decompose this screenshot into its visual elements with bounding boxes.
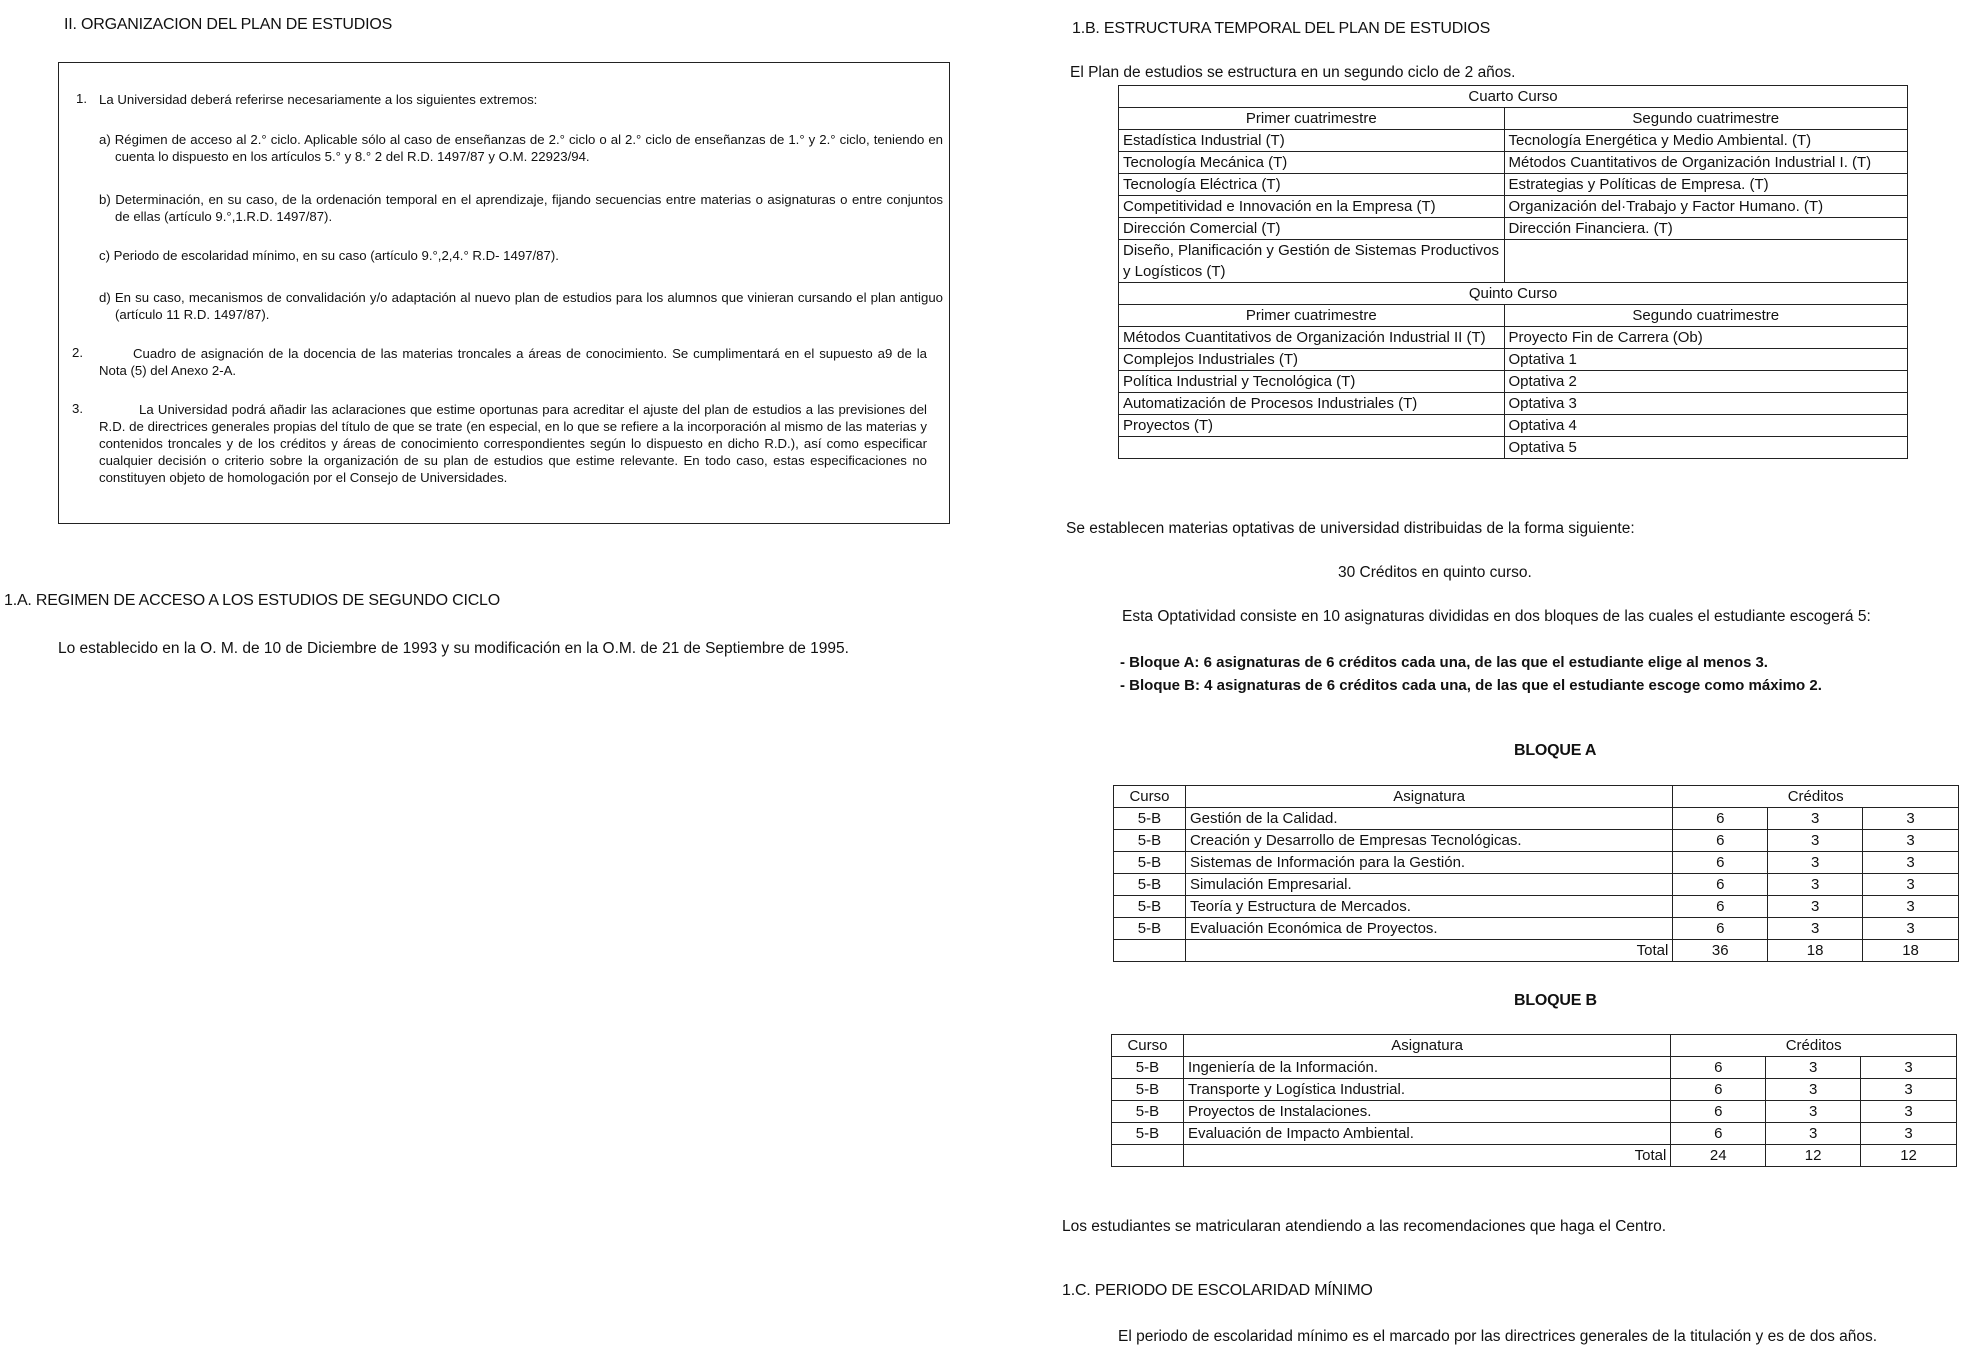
plan-cell bbox=[1119, 437, 1505, 459]
quinto-title: Quinto Curso bbox=[1119, 283, 1908, 305]
total-cell: 18 bbox=[1768, 940, 1863, 962]
plan-cell: Organización del·Trabajo y Factor Humano. (T) bbox=[1504, 196, 1907, 218]
table-row bbox=[1112, 1101, 1957, 1123]
plan-cell: Optativa 1 bbox=[1504, 349, 1907, 371]
creditos-cell: 3 bbox=[1863, 918, 1959, 940]
optativas-intro: Se establecen materias optativas de universidad distribuidas de la forma siguiente: bbox=[1066, 520, 1635, 537]
curso-cell: 5-B bbox=[1114, 808, 1186, 830]
creditos-cell: 6 bbox=[1673, 830, 1768, 852]
creditos-cell: 3 bbox=[1766, 1101, 1861, 1123]
item-number: 3. bbox=[72, 401, 83, 416]
empty-cell bbox=[1114, 940, 1186, 962]
creditos-cell: 6 bbox=[1671, 1079, 1766, 1101]
asignatura-cell: Teoría y Estructura de Mercados. bbox=[1185, 896, 1672, 918]
item-d-text: d) En su caso, mecanismos de convalidación y/o adaptación al nuevo plan de estudios para los alumnos que vinieran cursando el plan antiguo (artículo 11 R.D. 1497/87). bbox=[99, 290, 943, 322]
bloque-b-title: BLOQUE B bbox=[1514, 992, 1597, 1009]
plan-cell: Optativa 3 bbox=[1504, 393, 1907, 415]
regimen-text: Lo establecido en la O. M. de 10 de Diciembre de 1993 y su modificación en la O.M. de 21 de Septiembre de 1995. bbox=[58, 640, 849, 657]
asignatura-cell: Proyectos de Instalaciones. bbox=[1183, 1101, 1670, 1123]
table-row bbox=[1114, 896, 1959, 918]
plan-cell: Optativa 2 bbox=[1504, 371, 1907, 393]
bloque-b-table bbox=[1111, 1034, 1957, 1167]
creditos-cell: 3 bbox=[1768, 896, 1863, 918]
item-b-text: b) Determinación, en su caso, de la ordenación temporal en el aprendizaje, fijando secuencias entre materias o asignaturas o entre conjuntos de ellas (artículo 9.°,1.R.D. 1497/87). bbox=[99, 192, 943, 224]
table-row bbox=[1112, 1123, 1957, 1145]
asignatura-cell: Creación y Desarrollo de Empresas Tecnológicas. bbox=[1185, 830, 1672, 852]
creditos-cell: 3 bbox=[1863, 830, 1959, 852]
plan-cell: Dirección Financiera. (T) bbox=[1504, 218, 1907, 240]
creditos-cell: 3 bbox=[1861, 1123, 1957, 1145]
item-1-text: La Universidad deberá referirse necesariamente a los siguientes extremos: bbox=[99, 92, 538, 107]
plan-cell: Dirección Comercial (T) bbox=[1119, 218, 1505, 240]
total-cell: 36 bbox=[1673, 940, 1768, 962]
item-a-text: a) Régimen de acceso al 2.° ciclo. Aplicable sólo al caso de enseñanzas de 2.° ciclo o al 2.° ciclo de enseñanzas de 1.° y 2.° ciclo, teniendo en cuenta lo dispuesto en los artículos 5.° y 8.° 2 del R.D. 1497/87 y O.M. 22923/94. bbox=[99, 132, 943, 164]
header-asignatura: Asignatura bbox=[1185, 786, 1672, 808]
asignatura-cell: Ingeniería de la Información. bbox=[1183, 1057, 1670, 1079]
empty-cell bbox=[1112, 1145, 1184, 1167]
table-row bbox=[1114, 874, 1959, 896]
creditos-cell: 3 bbox=[1863, 896, 1959, 918]
bloque-a-title: BLOQUE A bbox=[1514, 742, 1597, 759]
organization-box bbox=[58, 62, 950, 524]
bloque-a-table bbox=[1113, 785, 1959, 962]
plan-cell: Estrategias y Políticas de Empresa. (T) bbox=[1504, 174, 1907, 196]
item-number: 2. bbox=[72, 345, 83, 360]
plan-cell: Métodos Cuantitativos de Organización Industrial I. (T) bbox=[1504, 152, 1907, 174]
plan-cell: Estadística Industrial (T) bbox=[1119, 130, 1505, 152]
col-header: Segundo cuatrimestre bbox=[1504, 108, 1907, 130]
total-label: Total bbox=[1183, 1145, 1670, 1167]
col-header: Segundo cuatrimestre bbox=[1504, 305, 1907, 327]
creditos-cell: 6 bbox=[1671, 1057, 1766, 1079]
total-row bbox=[1114, 940, 1959, 962]
creditos-cell: 3 bbox=[1863, 874, 1959, 896]
asignatura-cell: Evaluación Económica de Proyectos. bbox=[1185, 918, 1672, 940]
creditos-cell: 6 bbox=[1673, 852, 1768, 874]
creditos-cell: 3 bbox=[1768, 874, 1863, 896]
plan-cell: Optativa 5 bbox=[1504, 437, 1907, 459]
plan-table bbox=[1118, 85, 1908, 459]
estructura-title: 1.B. ESTRUCTURA TEMPORAL DEL PLAN DE ESTUDIOS bbox=[1072, 20, 1491, 37]
creditos-cell: 6 bbox=[1673, 918, 1768, 940]
total-row bbox=[1112, 1145, 1957, 1167]
header-creditos: Créditos bbox=[1673, 786, 1959, 808]
creditos-cell: 3 bbox=[1766, 1057, 1861, 1079]
table-row bbox=[1114, 852, 1959, 874]
creditos-cell: 3 bbox=[1863, 808, 1959, 830]
plan-cell: Tecnología Eléctrica (T) bbox=[1119, 174, 1505, 196]
asignatura-cell: Simulación Empresarial. bbox=[1185, 874, 1672, 896]
creditos-cell: 3 bbox=[1768, 830, 1863, 852]
table-row bbox=[1112, 1057, 1957, 1079]
creditos-cell: 6 bbox=[1671, 1101, 1766, 1123]
plan-cell: Tecnología Energética y Medio Ambiental. (T) bbox=[1504, 130, 1907, 152]
curso-cell: 5-B bbox=[1114, 918, 1186, 940]
plan-cell: Diseño, Planificación y Gestión de Sistemas Productivos y Logísticos (T) bbox=[1119, 240, 1505, 283]
curso-cell: 5-B bbox=[1112, 1123, 1184, 1145]
creditos-cell: 3 bbox=[1768, 808, 1863, 830]
curso-cell: 5-B bbox=[1114, 874, 1186, 896]
creditos-cell: 6 bbox=[1673, 896, 1768, 918]
asignatura-cell: Transporte y Logística Industrial. bbox=[1183, 1079, 1670, 1101]
asignatura-cell: Gestión de la Calidad. bbox=[1185, 808, 1672, 830]
cuarto-title: Cuarto Curso bbox=[1119, 86, 1908, 108]
header-curso: Curso bbox=[1112, 1035, 1184, 1057]
bloque-a-rule: - Bloque A: 6 asignaturas de 6 créditos cada una, de las que el estudiante elige al menos 3. bbox=[1120, 654, 1768, 671]
section-title: II. ORGANIZACION DEL PLAN DE ESTUDIOS bbox=[64, 16, 393, 33]
creditos-cell: 3 bbox=[1861, 1057, 1957, 1079]
plan-cell bbox=[1504, 240, 1907, 283]
creditos-cell: 6 bbox=[1673, 808, 1768, 830]
creditos-cell: 3 bbox=[1863, 852, 1959, 874]
table-row bbox=[1114, 918, 1959, 940]
total-label: Total bbox=[1185, 940, 1672, 962]
plan-cell: Política Industrial y Tecnológica (T) bbox=[1119, 371, 1505, 393]
item-3-text: La Universidad podrá añadir las aclaraciones que estime oportunas para acreditar el ajuste del plan de estudios a las previsiones del R.D. de directrices generales propias del título de que se trate (en especial, en lo que se refiere a la incorporación al mismo de las materias y contenidos troncales y de los créditos y áreas de conocimiento correspondientes según lo dispuesto en dicho R.D.), así como especificar cualquier decisión o criterio sobre la organización de su plan de estudios que estime relevante. En todo caso, estas especificaciones no constituyen objeto de homologación por el Consejo de Universidades. bbox=[99, 402, 927, 485]
table-row bbox=[1112, 1079, 1957, 1101]
header-creditos: Créditos bbox=[1671, 1035, 1957, 1057]
matricula-text: Los estudiantes se matricularan atendiendo a las recomendaciones que haga el Centro. bbox=[1062, 1218, 1667, 1235]
creditos-cell: 3 bbox=[1768, 918, 1863, 940]
col-header: Primer cuatrimestre bbox=[1119, 305, 1505, 327]
regimen-title: 1.A. REGIMEN DE ACCESO A LOS ESTUDIOS DE SEGUNDO CICLO bbox=[4, 592, 500, 609]
creditos-cell: 6 bbox=[1673, 874, 1768, 896]
curso-cell: 5-B bbox=[1112, 1079, 1184, 1101]
plan-cell: Tecnología Mecánica (T) bbox=[1119, 152, 1505, 174]
estructura-intro: El Plan de estudios se estructura en un segundo ciclo de 2 años. bbox=[1070, 64, 1516, 81]
periodo-text: El periodo de escolaridad mínimo es el marcado por las directrices generales de la titulación y es de dos años. bbox=[1118, 1328, 1878, 1345]
plan-cell: Optativa 4 bbox=[1504, 415, 1907, 437]
plan-cell: Complejos Industriales (T) bbox=[1119, 349, 1505, 371]
item-number: 1. bbox=[76, 91, 87, 106]
plan-cell: Métodos Cuantitativos de Organización Industrial II (T) bbox=[1119, 327, 1505, 349]
total-cell: 12 bbox=[1861, 1145, 1957, 1167]
creditos-cell: 3 bbox=[1768, 852, 1863, 874]
item-c-text: c) Periodo de escolaridad mínimo, en su caso (artículo 9.°,2,4.° R.D- 1497/87). bbox=[99, 248, 559, 263]
plan-cell: Proyectos (T) bbox=[1119, 415, 1505, 437]
curso-cell: 5-B bbox=[1114, 896, 1186, 918]
curso-cell: 5-B bbox=[1112, 1057, 1184, 1079]
optatividad-text: Esta Optatividad consiste en 10 asignaturas divididas en dos bloques de las cuales el estudiante escogerá 5: bbox=[1122, 608, 1871, 625]
creditos-quinto: 30 Créditos en quinto curso. bbox=[1338, 564, 1532, 581]
plan-cell: Competitividad e Innovación en la Empresa (T) bbox=[1119, 196, 1505, 218]
periodo-title: 1.C. PERIODO DE ESCOLARIDAD MÍNIMO bbox=[1062, 1282, 1373, 1299]
asignatura-cell: Evaluación de Impacto Ambiental. bbox=[1183, 1123, 1670, 1145]
table-row bbox=[1114, 808, 1959, 830]
item-2-text: Cuadro de asignación de la docencia de las materias troncales a áreas de conocimiento. Se cumplimentará en el supuesto a9 de la Nota (5) del Anexo 2-A. bbox=[99, 346, 927, 378]
plan-cell: Automatización de Procesos Industriales (T) bbox=[1119, 393, 1505, 415]
creditos-cell: 3 bbox=[1861, 1079, 1957, 1101]
header-curso: Curso bbox=[1114, 786, 1186, 808]
asignatura-cell: Sistemas de Información para la Gestión. bbox=[1185, 852, 1672, 874]
table-row bbox=[1114, 830, 1959, 852]
header-asignatura: Asignatura bbox=[1183, 1035, 1670, 1057]
bloque-b-rule: - Bloque B: 4 asignaturas de 6 créditos cada una, de las que el estudiante escoge como máximo 2. bbox=[1120, 677, 1822, 694]
plan-cell: Proyecto Fin de Carrera (Ob) bbox=[1504, 327, 1907, 349]
curso-cell: 5-B bbox=[1114, 852, 1186, 874]
creditos-cell: 3 bbox=[1766, 1123, 1861, 1145]
total-cell: 18 bbox=[1863, 940, 1959, 962]
curso-cell: 5-B bbox=[1114, 830, 1186, 852]
col-header: Primer cuatrimestre bbox=[1119, 108, 1505, 130]
total-cell: 24 bbox=[1671, 1145, 1766, 1167]
curso-cell: 5-B bbox=[1112, 1101, 1184, 1123]
creditos-cell: 6 bbox=[1671, 1123, 1766, 1145]
creditos-cell: 3 bbox=[1766, 1079, 1861, 1101]
creditos-cell: 3 bbox=[1861, 1101, 1957, 1123]
total-cell: 12 bbox=[1766, 1145, 1861, 1167]
